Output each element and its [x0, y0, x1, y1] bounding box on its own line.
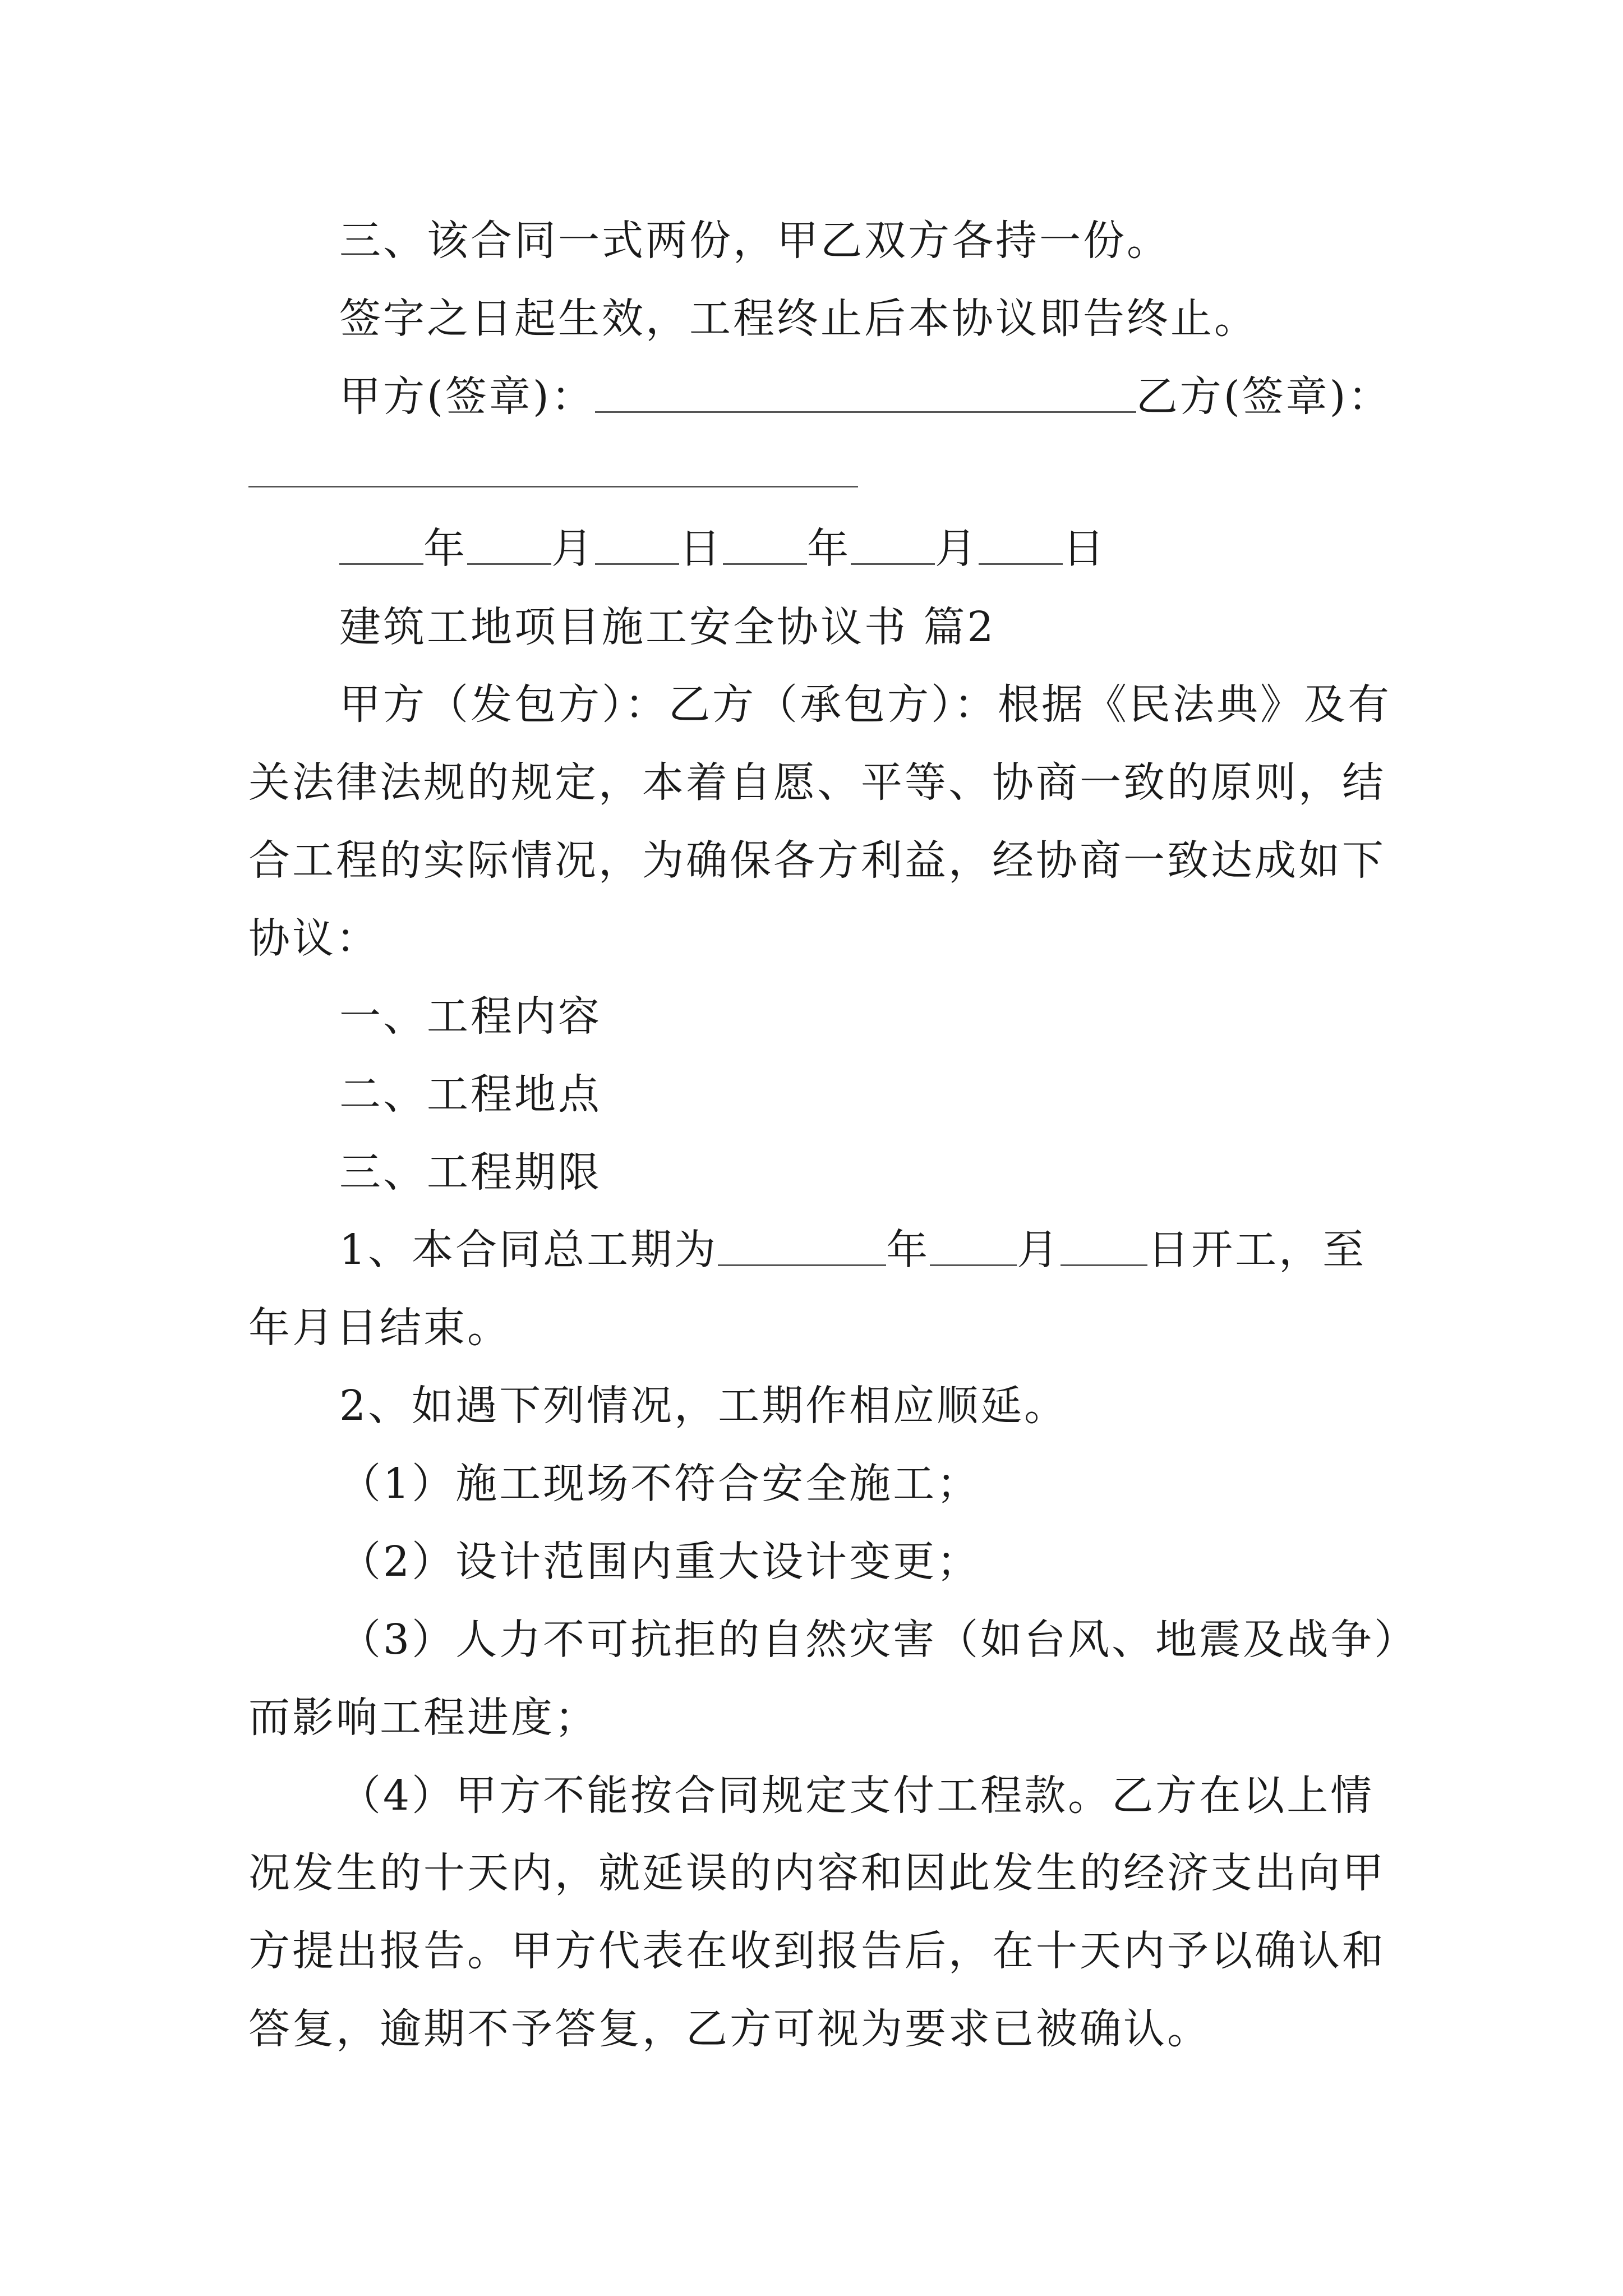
paragraph-line: 甲方（发包方）：乙方（承包方）：根据《民法典》及有	[339, 680, 1391, 729]
paragraph-line: 方提出报告。甲方代表在收到报告后，在十天内予以确认和	[248, 1927, 1386, 1975]
party-b-signature-label: 乙方(签章)：	[1136, 372, 1392, 421]
month-label: 月	[551, 524, 595, 573]
list-item: （2）设计范围内重大设计变更；	[339, 1538, 981, 1586]
party-a-signature-blank	[595, 378, 1136, 413]
year-label: 年	[423, 524, 467, 573]
paragraph-line: 关法律法规的规定，本着自愿、平等、协商一致的原则，结	[248, 758, 1386, 807]
date-line	[339, 524, 1106, 573]
paragraph-line: 而影响工程进度；	[248, 1694, 598, 1742]
year-blank	[339, 530, 423, 565]
list-item: 三、工程期限	[339, 1148, 602, 1197]
month-blank-2	[851, 530, 935, 565]
list-item: （1）施工现场不符合安全施工；	[339, 1460, 981, 1508]
month-label-2: 月	[935, 524, 979, 573]
term-year-blank	[718, 1231, 886, 1266]
list-item: 二、工程地点	[339, 1070, 602, 1119]
day-blank-2	[979, 530, 1063, 565]
paragraph-line: 协议：	[248, 914, 380, 963]
day-label-2: 日	[1063, 524, 1106, 573]
day-label: 日	[679, 524, 723, 573]
paragraph-line: 况发生的十天内，就延误的内容和因此发生的经济支出向甲	[248, 1849, 1386, 1897]
year-label-2: 年	[807, 524, 851, 573]
paragraph-line: 合工程的实际情况，为确保各方利益，经协商一致达成如下	[248, 836, 1386, 885]
paragraph-line: 答复，逾期不予答复，乙方可视为要求已被确认。	[248, 2005, 1211, 2053]
day-blank	[595, 530, 679, 565]
party-a-signature-label: 甲方(签章)：	[339, 372, 595, 421]
list-item: （3）人力不可抗拒的自然灾害（如台风、地震及战争）	[339, 1616, 1418, 1664]
year-blank-2	[723, 530, 807, 565]
term-day-blank	[1061, 1231, 1147, 1266]
party-b-signature-blank	[248, 486, 858, 487]
month-blank	[467, 530, 551, 565]
term-prefix: 1、本合同总工期为	[339, 1226, 718, 1274]
term-line	[339, 1226, 1367, 1274]
paragraph-line: 年月日结束。	[248, 1304, 511, 1352]
list-item: （4）甲方不能按合同规定支付工程款。乙方在以上情	[339, 1772, 1375, 1820]
section-heading: 建筑工地项目施工安全协议书 篇2	[339, 603, 996, 651]
term-suffix: 日开工，至	[1147, 1226, 1367, 1274]
clause-copies: 三、该合同一式两份，甲乙双方各持一份。	[339, 217, 1170, 265]
clause-effective: 签字之日起生效，工程终止后本协议即告终止。	[339, 295, 1258, 343]
term-month-blank	[930, 1231, 1017, 1266]
term-month-label: 月	[1017, 1226, 1061, 1274]
list-item: 一、工程内容	[339, 992, 602, 1041]
signature-line	[339, 372, 1392, 421]
list-item: 2、如遇下列情况，工期作相应顺延。	[339, 1382, 1068, 1430]
term-year-label: 年	[886, 1226, 930, 1274]
